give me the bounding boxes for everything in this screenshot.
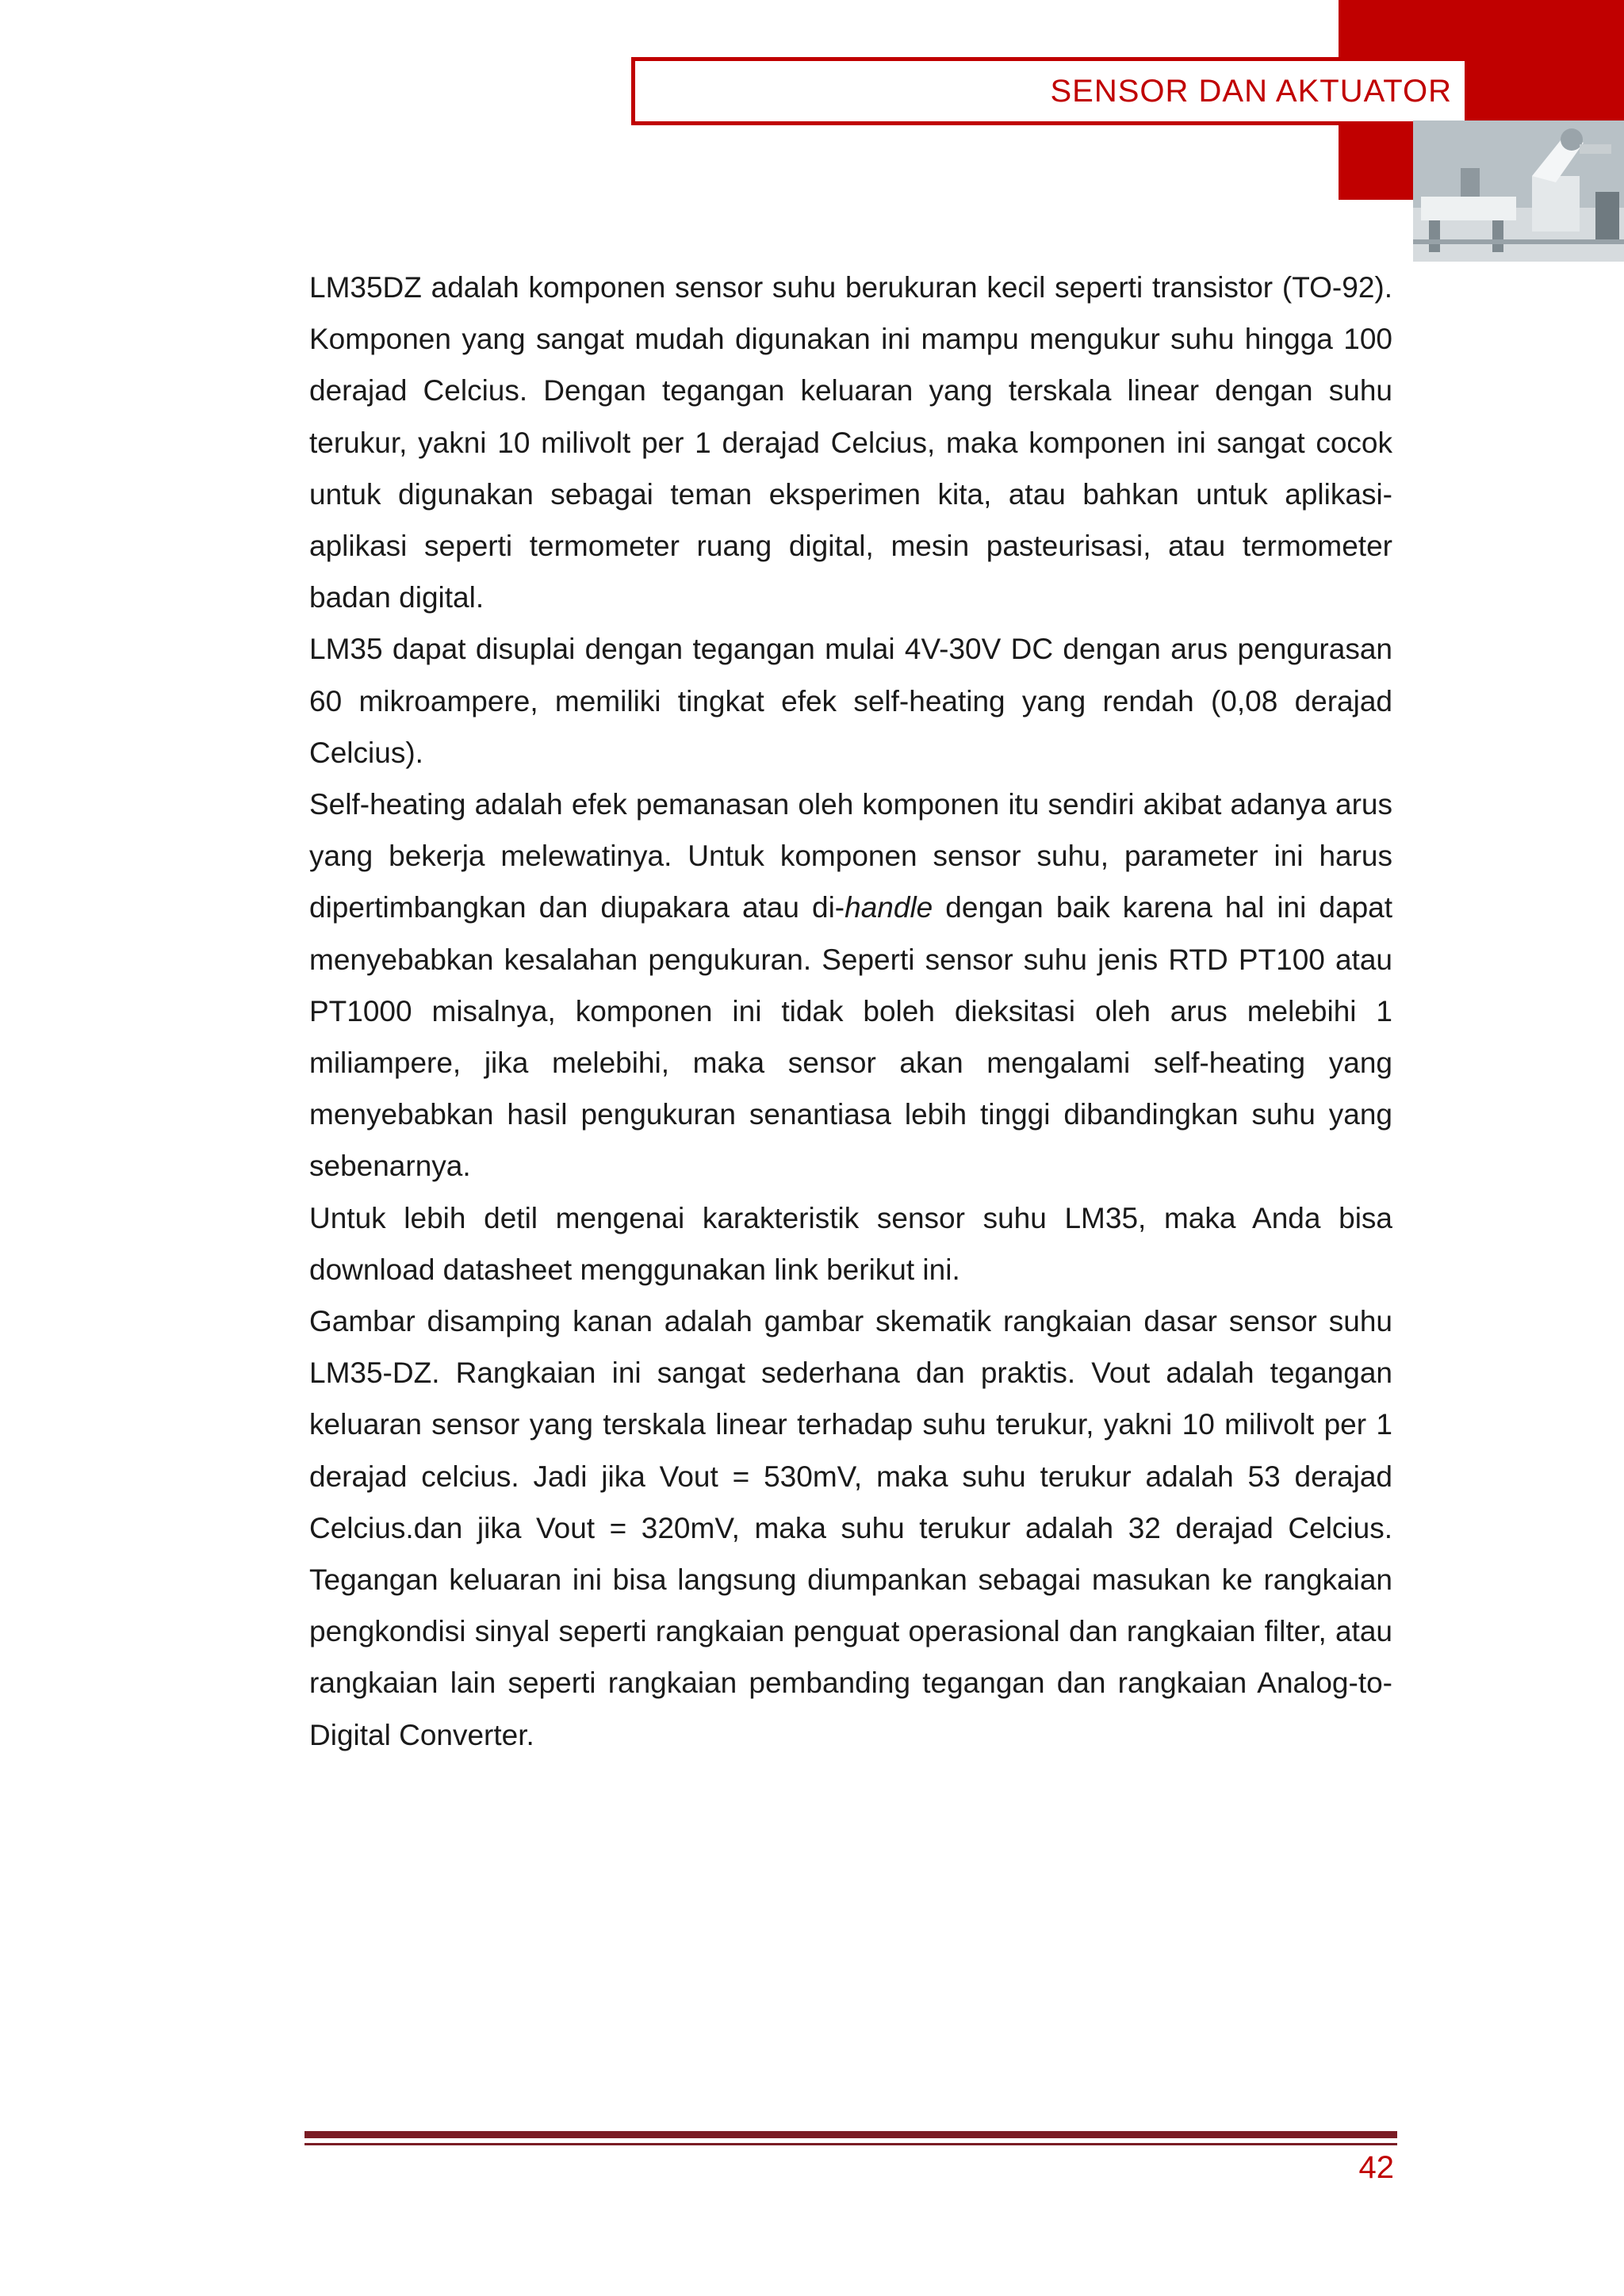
paragraph	[309, 779, 1392, 1192]
paragraph: LM35 dapat disuplai dengan tegangan mulai 4V-30V DC dengan arus pengurasan 60 mikroampere, memiliki tingkat efek self-heating yang rendah (0,08 derajad Celcius).	[309, 633, 1392, 769]
paragraph: Gambar disamping kanan adalah gambar skematik rangkaian dasar sensor suhu LM35-DZ. Rangkaian ini sangat sederhana dan praktis. Vout adalah tegangan keluaran sensor yang terskala linear terhadap suhu terukur, yakni 10 milivolt per 1 derajad celcius. Jadi jika Vout = 530mV, maka suhu terukur adalah 53 derajad Celcius.dan jika Vout = 320mV, maka suhu terukur adalah 32 derajad Celcius. Tegangan keluaran ini bisa langsung diumpankan sebagai masukan ke rangkaian pengkondisi sinyal seperti rangkaian penguat operasional dan rangkaian filter, atau rangkaian lain seperti rangkaian pembanding tegangan dan rangkaian Analog-to-Digital Converter.	[309, 1305, 1392, 1751]
body-text	[309, 262, 1392, 1761]
footer-rule-thin	[304, 2143, 1397, 2145]
footer-rule	[304, 2131, 1397, 2138]
robot-arm-photo	[1413, 121, 1624, 262]
paragraph: LM35DZ adalah komponen sensor suhu berukuran kecil seperti transistor (TO-92). Komponen yang sangat mudah digunakan ini mampu mengukur suhu hingga 100 derajad Celcius. Dengan tegangan keluaran yang terskala linear dengan suhu terukur, yakni 10 milivolt per 1 derajad Celcius, maka komponen ini sangat cocok untuk digunakan sebagai teman eksperimen kita, atau bahkan untuk aplikasi-aplikasi seperti termometer ruang digital, mesin pasteurisasi, atau termometer badan digital.	[309, 271, 1392, 614]
emphasis-text: handle	[845, 891, 933, 924]
page-number: 42	[1358, 2150, 1394, 2185]
chapter-title: SENSOR DAN AKTUATOR	[1050, 73, 1452, 109]
paragraph-text: dengan baik karena hal ini dapat menyebabkan kesalahan pengukuran. Seperti sensor suhu jenis RTD PT100 atau PT1000 misalnya, komponen ini tidak boleh dieksitasi oleh arus melebihi 1 miliampere, jika melebihi, maka sensor akan mengalami self-heating yang menyebabkan hasil pengukuran senantiasa lebih tinggi dibandingkan suhu yang sebenarnya.	[309, 891, 1392, 1183]
chapter-title-box	[631, 57, 1545, 125]
title-box-red-tab	[1465, 61, 1541, 121]
paragraph-text: Self-heating adalah efek pemanasan oleh komponen itu sendiri akibat adanya arus yang bekerja melewatinya. Untuk komponen sensor suhu, parameter ini harus dipertimbangkan dan diupakara atau di-	[309, 788, 1392, 924]
paragraph: Untuk lebih detil mengenai karakteristik sensor suhu LM35, maka Anda bisa download datasheet menggunakan link berikut ini.	[309, 1201, 1392, 1286]
